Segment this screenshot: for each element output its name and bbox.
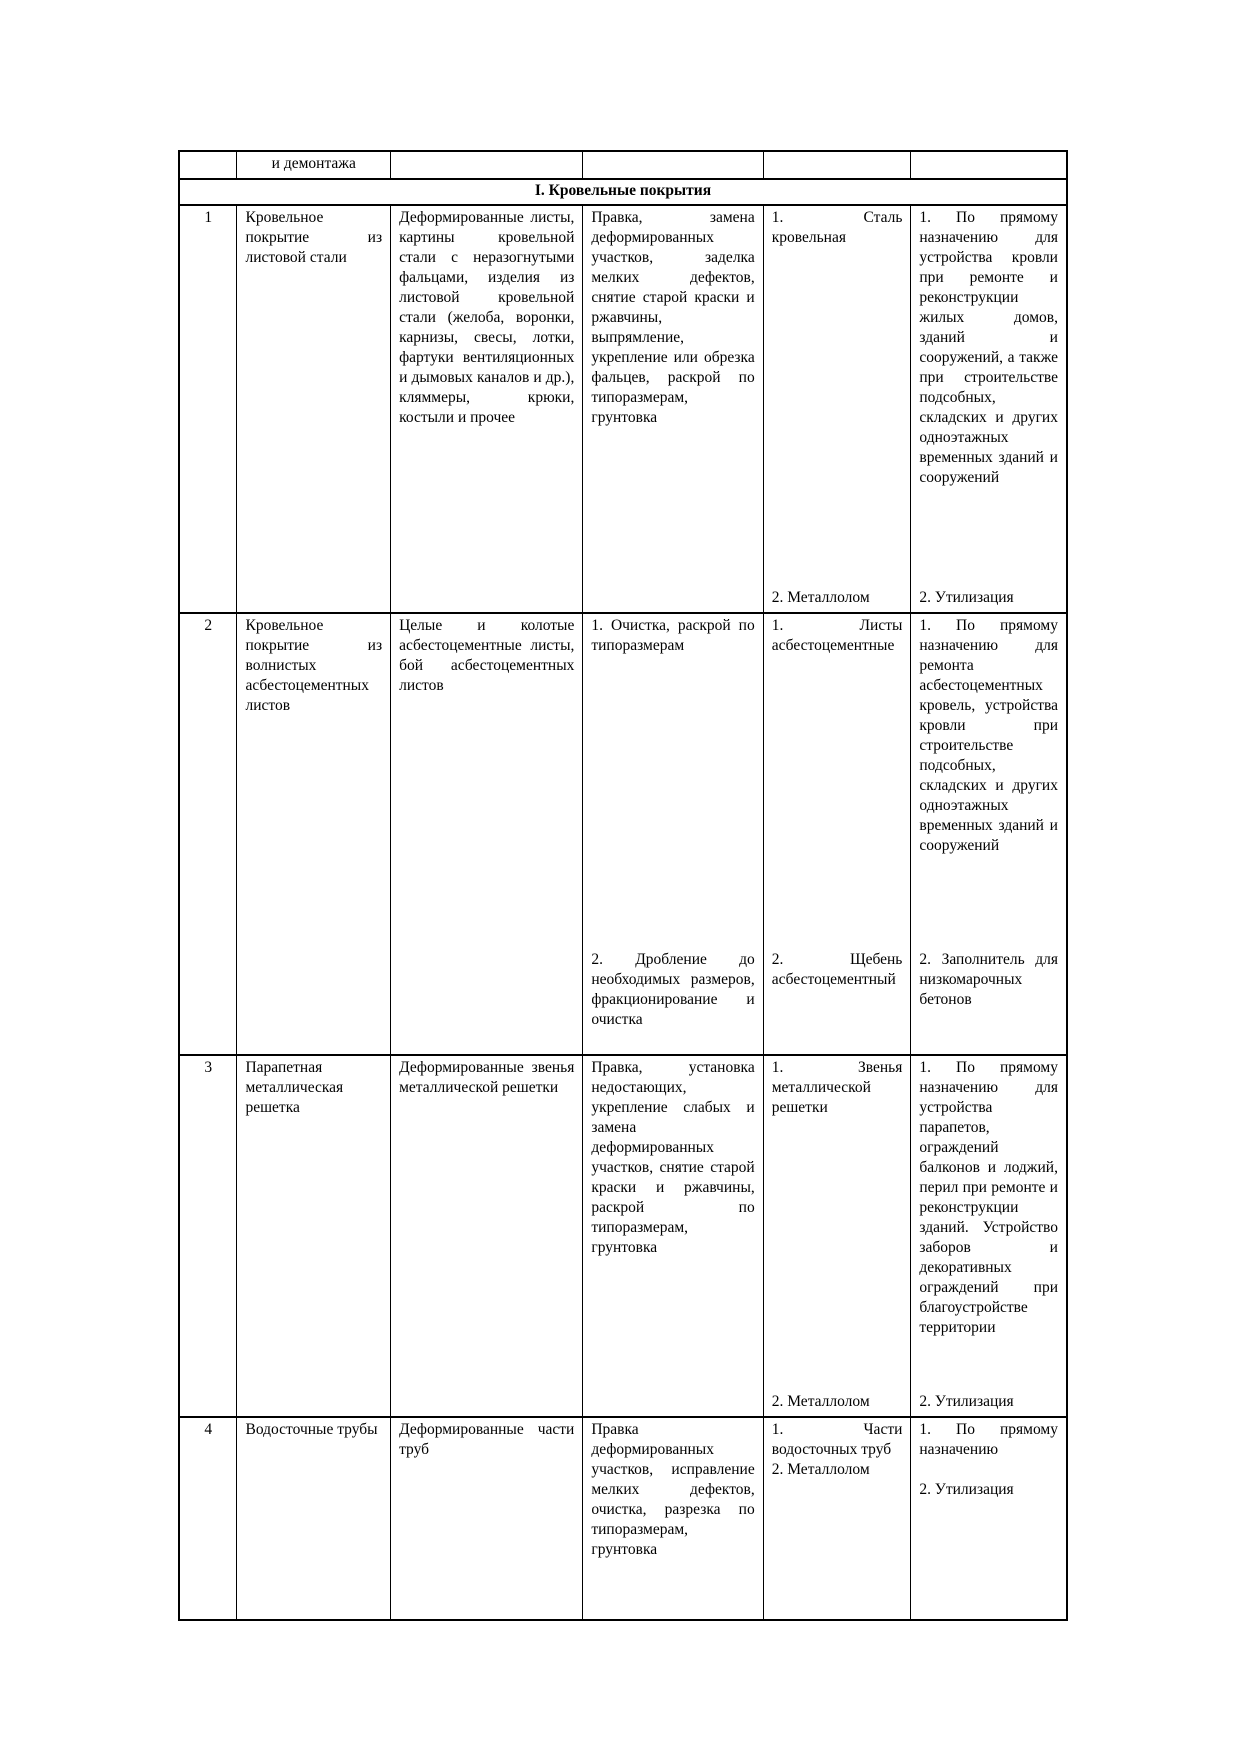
cell-paragraph: Деформированные листы, картины кровельной стали с неразогнутыми фальцами, изделия из листовой кровельной стали (желоба, воронки, карнизы, свесы, лотки, фартуки вентиляционных и дымовых каналов и др.), кляммеры, крюки, костыли и прочее — [399, 209, 575, 426]
cell-num — [180, 206, 236, 612]
cell-paragraph: Деформированные части труб — [399, 1421, 575, 1458]
cell-paragraph: 1. По прямому назначению — [919, 1421, 1058, 1458]
cell-paragraph: 1. По прямому назначению для ремонта асбестоцементных кровель, устройства кровли при строительстве подсобных, складских и других одноэтажных временных зданий и сооружений — [919, 617, 1058, 854]
cell-paragraph: 1. Листы асбестоцементные — [771, 617, 903, 654]
cell-work — [582, 206, 762, 612]
cell-products — [763, 206, 911, 612]
cell-num — [180, 1418, 236, 1619]
cell-name — [236, 1418, 390, 1619]
cell-paragraph: 2. Металлолом — [771, 589, 870, 606]
cell-paragraph: 3 — [204, 1059, 213, 1076]
cell-num — [180, 1056, 236, 1416]
cell-paragraph: Деформированные звенья металлической решетки — [399, 1059, 575, 1096]
table-row — [180, 206, 1066, 612]
continuation-cell-empty — [390, 152, 582, 178]
table-continuation-row — [180, 152, 1066, 178]
cell-products — [763, 614, 911, 1054]
cell-paragraph: Целые и колотые асбестоцементные листы, бой асбестоцементных листов — [399, 617, 575, 694]
cell-use — [910, 614, 1066, 1054]
cell-paragraph: Кровельное покрытие из листовой стали — [245, 209, 383, 266]
cell-paragraph: 1. Части водосточных труб — [771, 1421, 903, 1458]
cell-materials — [390, 1056, 582, 1416]
cell-materials — [390, 1418, 582, 1619]
table-rows — [180, 206, 1066, 1619]
cell-paragraph: Водосточные трубы — [245, 1421, 378, 1438]
cell-paragraph: 4 — [204, 1421, 213, 1438]
cell-products — [763, 1418, 911, 1619]
cell-paragraph: Правка, замена деформированных участков, заделка мелких дефектов, снятие старой краски и ржавчины, выпрямление, укрепление или обрезка фальцев, раскрой по типоразмерам, грунтовка — [591, 209, 755, 426]
cell-work — [582, 1056, 762, 1416]
cell-products — [763, 1056, 911, 1416]
cell-paragraph: Кровельное покрытие из волнистых асбестоцементных листов — [245, 617, 383, 714]
table-row — [180, 1416, 1066, 1619]
continuation-cell-empty — [582, 152, 762, 178]
cell-paragraph: 2. Металлолом — [771, 1461, 870, 1478]
cell-paragraph: 2. Утилизация — [919, 1393, 1014, 1410]
cell-use — [910, 1418, 1066, 1619]
cell-name — [236, 614, 390, 1054]
cell-paragraph: 2. Утилизация — [919, 589, 1014, 606]
cell-num — [180, 614, 236, 1054]
cell-materials — [390, 614, 582, 1054]
cell-name — [236, 206, 390, 612]
cell-paragraph: 1. Звенья металлической решетки — [771, 1059, 903, 1116]
cell-paragraph: Парапетная металлическая решетка — [245, 1059, 344, 1116]
cell-paragraph: Правка, установка недостающих, укрепление слабых и замена деформированных участков, снятие старой краски и ржавчины, раскрой по типоразмерам, грунтовка — [591, 1059, 755, 1256]
cell-paragraph: 1. По прямому назначению для устройства кровли при ремонте и реконструкции жилых домов, зданий и сооружений, а также при строительстве подсобных, складских и других одноэтажных временных зданий и сооружений — [919, 209, 1058, 486]
cell-paragraph: 2. Металлолом — [771, 1393, 870, 1410]
table-row — [180, 612, 1066, 1054]
section-title: I. Кровельные покрытия — [180, 178, 1066, 206]
materials-reuse-table — [178, 150, 1068, 1621]
cell-paragraph: 2. Дробление до необходимых размеров, фракционирование и очистка — [591, 951, 755, 1028]
continuation-cell-empty — [910, 152, 1066, 178]
cell-materials — [390, 206, 582, 612]
cell-work — [582, 614, 762, 1054]
cell-paragraph: Правка деформированных участков, исправление мелких дефектов, очистка, разрезка по типоразмерам, грунтовка — [591, 1421, 755, 1558]
continuation-header-cell: и демонтажа — [236, 152, 390, 178]
cell-paragraph: 2 — [204, 617, 213, 634]
cell-name — [236, 1056, 390, 1416]
cell-paragraph: 2. Заполнитель для низкомарочных бетонов — [919, 951, 1058, 1008]
table-row — [180, 1054, 1066, 1416]
cell-paragraph: 1. По прямому назначению для устройства парапетов, ограждений балконов и лоджий, перил при ремонте и реконструкции зданий. Устройство заборов и декоративных ограждений при благоустройстве территории — [919, 1059, 1058, 1336]
cell-paragraph: 1 — [204, 209, 213, 226]
cell-paragraph: 2. Щебень асбестоцементный — [771, 951, 903, 988]
cell-paragraph: 1. Сталь кровельная — [771, 209, 903, 246]
cell-use — [910, 206, 1066, 612]
continuation-cell-empty — [763, 152, 911, 178]
continuation-cell-num — [180, 152, 236, 178]
cell-work — [582, 1418, 762, 1619]
cell-paragraph: 2. Утилизация — [919, 1481, 1014, 1498]
cell-use — [910, 1056, 1066, 1416]
cell-paragraph: 1. Очистка, раскрой по типоразмерам — [591, 617, 755, 654]
